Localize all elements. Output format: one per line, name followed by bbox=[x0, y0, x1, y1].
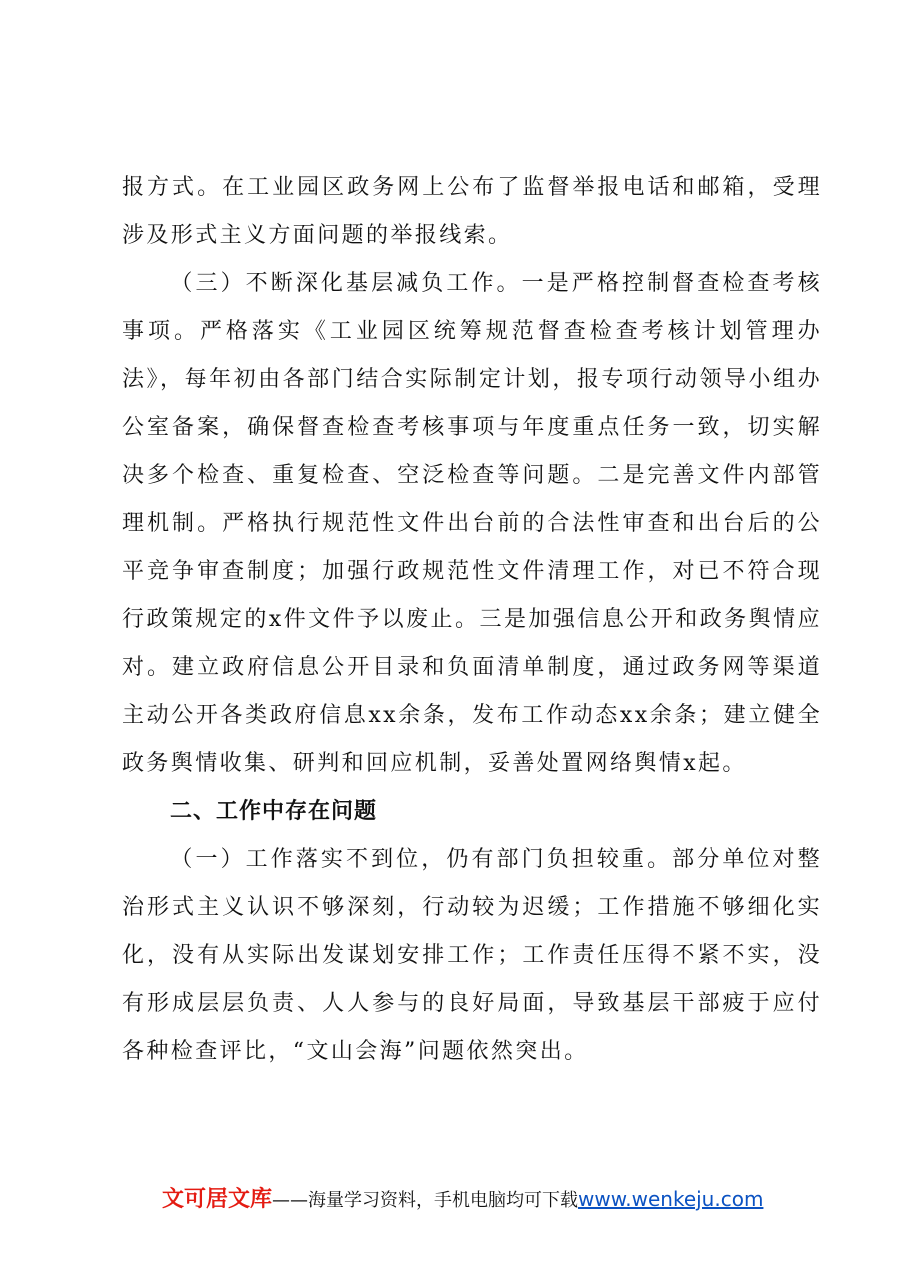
paragraph-continuation: 报方式。在工业园区政务网上公布了监督举报电话和邮箱，受理涉及形式主义方面问题的举报线索。 bbox=[122, 175, 822, 248]
footer-brand: 文可居文库 bbox=[162, 1187, 273, 1212]
footer-url-link[interactable]: www.wenkeju.com bbox=[578, 1187, 764, 1211]
paragraph-problem-one: （一）工作落实不到位，仍有部门负担较重。部分单位对整治形式主义认识不够深刻，行动较为迟缓；工作措施不够细化实化，没有从实际出发谋划安排工作；工作责任压得不紧不实，没有形成层层负责、人人参与的良好局面，导致基层干部疲于应付各种检查评比，“文山会海”问题依然突出。 bbox=[122, 847, 822, 1064]
paragraph-section-three: （三）不断深化基层减负工作。一是严格控制督查检查考核事项。严格落实《工业园区统筹规范督查检查考核计划管理办法》，每年初由各部门结合实际制定计划，报专项行动领导小组办公室备案，确保督查检查考核事项与年度重点任务一致，切实解决多个检查、重复检查、空泛检查等问题。二是完善文件内部管理机制。严格执行规范性文件出台前的合法性审查和出台后的公平竞争审查制度；加强行政规范性文件清理工作，对已不符合现行政策规定的x件文件予以废止。三是加强信息公开和政务舆情应对。建立政府信息公开目录和负面清单制度，通过政务网等渠道主动公开各类政府信息xx余条，发布工作动态xx余条；建立健全政务舆情收集、研判和回应机制，妥善处置网络舆情x起。 bbox=[122, 271, 822, 776]
section-heading: 二、工作中存在问题 bbox=[170, 799, 378, 824]
footer-tagline: ——海量学习资料，手机电脑均可下载 bbox=[272, 1190, 579, 1211]
document-body bbox=[122, 164, 822, 1076]
footer-banner bbox=[162, 1182, 842, 1212]
